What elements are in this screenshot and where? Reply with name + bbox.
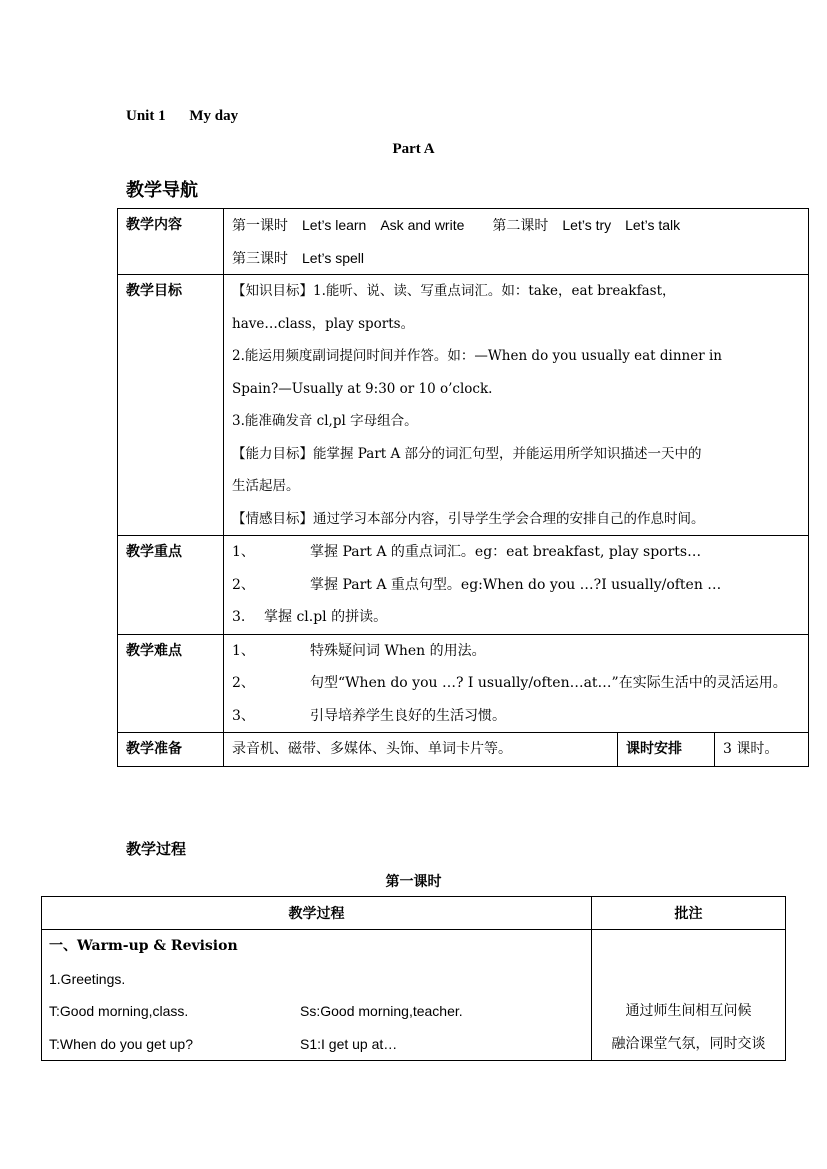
teacher-line: T:Good morning,class.	[49, 1003, 189, 1019]
difficulty-item: 2、 句型“When do you …? I usually/often…at…”在实际生活中的灵活运用。	[232, 675, 787, 691]
preparation-label: 教学准备	[118, 733, 224, 767]
content-label: 教学内容	[118, 209, 224, 275]
part-title: Part A	[392, 141, 435, 157]
goals-row	[118, 275, 809, 536]
note-line: 融洽课堂气氛，同时交谈	[611, 1035, 766, 1052]
dialogue-line	[49, 1028, 584, 1061]
col-process-header: 教学过程	[42, 897, 592, 930]
unit-title: My day	[189, 108, 239, 124]
warmup-title: 一、Warm-up & Revision	[49, 938, 238, 954]
goals-cell	[224, 275, 809, 536]
nav-title: 教学导航	[126, 180, 198, 201]
difficulty-item: 3、 引导培养学生良好的生活习惯。	[232, 707, 506, 724]
key-points-label: 教学重点	[118, 536, 224, 635]
greetings-step: 1.Greetings.	[49, 970, 126, 987]
student-line: S1:I get up at…	[300, 1035, 398, 1052]
goal-line: 【能力目标】能掌握 Part A 部分的词汇句型，并能运用所学知识描述一天中的	[232, 445, 702, 462]
preparation-value: 录音机、磁带、多媒体、头饰、单词卡片等。	[224, 733, 618, 767]
schedule-label: 课时安排	[618, 733, 715, 767]
schedule-value: 3 课时。	[715, 733, 809, 767]
goal-line: have…class，play sports。	[232, 315, 415, 332]
goal-line: Spain?—Usually at 9:30 or 10 o’clock.	[232, 380, 493, 397]
lesson-title: 第一课时	[385, 874, 442, 890]
goal-line: 2.能运用频度副词提问时间并作答。如：—When do you usually eat dinner in	[232, 348, 722, 364]
process-table	[41, 896, 786, 1061]
notes-cell	[592, 930, 786, 1061]
process-body-row	[42, 930, 786, 1061]
goal-line: 3.能准确发音 cl,pl 字母组合。	[232, 413, 418, 429]
col-notes-header: 批注	[592, 897, 786, 930]
unit-label: Unit 1	[126, 108, 166, 124]
difficulties-cell	[224, 634, 809, 733]
process-header-row	[42, 897, 786, 930]
goals-label: 教学目标	[118, 275, 224, 536]
process-main-cell	[42, 930, 592, 1061]
goal-line: 【情感目标】通过学习本部分内容，引导学生学会合理的安排自己的作息时间。	[232, 510, 705, 527]
goal-line: 生活起居。	[232, 478, 300, 494]
difficulties-label: 教学难点	[118, 634, 224, 733]
goal-line: 【知识目标】1.能听、说、读、写重点词汇。如：take，eat breakfast，	[232, 283, 676, 299]
key-points-row	[118, 536, 809, 635]
student-line: Ss:Good morning,teacher.	[300, 1003, 463, 1019]
key-point-item: 3. 掌握 cl.pl 的拼读。	[232, 609, 388, 625]
dialogue-line	[49, 995, 584, 1028]
key-point-item: 2、 掌握 Part A 重点句型。eg:When do you …?I usually/often …	[232, 576, 722, 593]
key-points-cell	[224, 536, 809, 635]
process-section-label: 教学过程	[126, 840, 187, 858]
key-point-item: 1、 掌握 Part A 的重点词汇。eg：eat breakfast, play sports…	[232, 544, 702, 560]
difficulties-row	[118, 634, 809, 733]
teacher-line: T:When do you get up?	[49, 1035, 193, 1052]
difficulty-item: 1、 特殊疑问词 When 的用法。	[232, 642, 486, 659]
content-row	[118, 209, 809, 275]
content-line: 第一课时 Let’s learn Ask and write 第二课时 Let’s try Let’s talk	[232, 217, 681, 233]
note-line: 通过师生间相互问候	[625, 1003, 752, 1019]
teaching-nav-table	[117, 208, 809, 767]
unit-heading	[126, 108, 238, 125]
content-line: 第三课时 Let’s spell	[232, 249, 365, 266]
preparation-row	[118, 733, 809, 767]
content-cell	[224, 209, 809, 275]
